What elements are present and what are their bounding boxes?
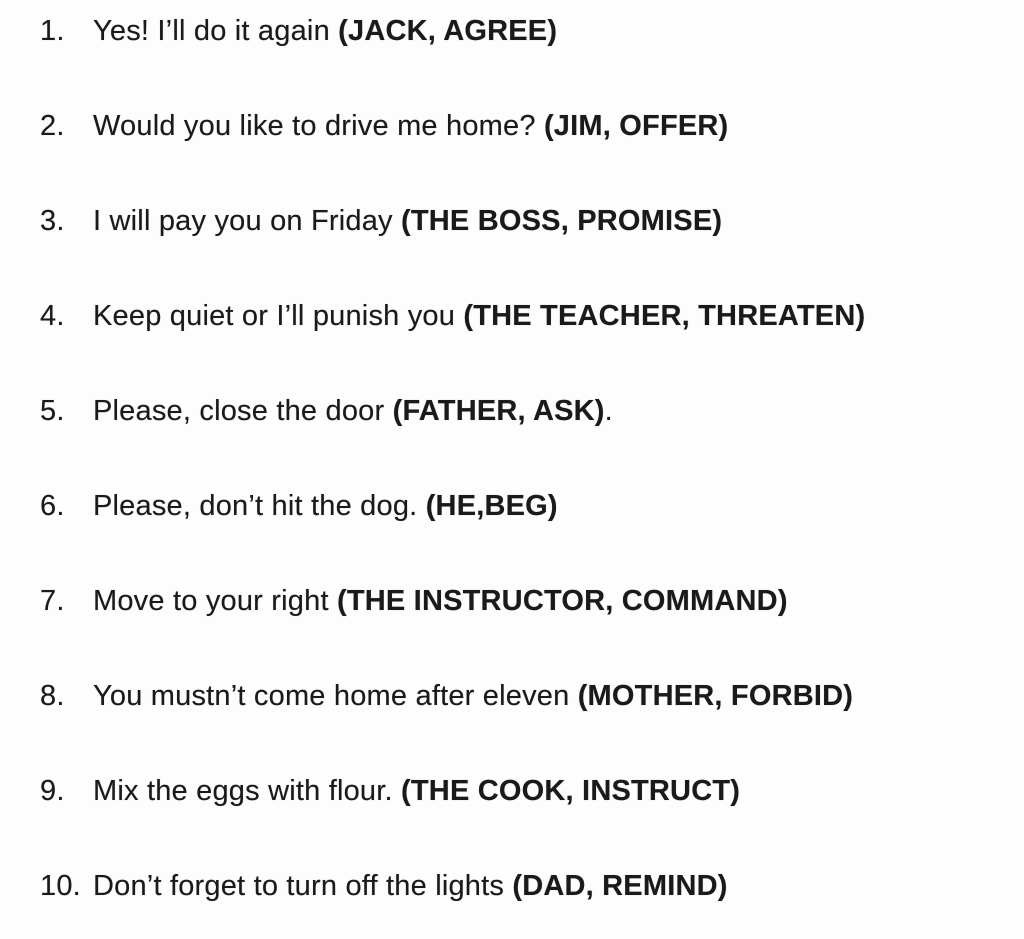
item-sentence: Mix the eggs with flour. xyxy=(93,775,402,807)
item-number: 4. xyxy=(40,300,65,332)
item-content xyxy=(93,204,722,238)
item-number: 5. xyxy=(40,395,65,427)
item-sentence: Please, don’t hit the dog. xyxy=(93,490,426,522)
item-content xyxy=(93,489,558,523)
item-content xyxy=(93,774,740,808)
list-item xyxy=(40,679,1004,713)
item-number: 9. xyxy=(40,775,65,807)
item-sentence: Move to your right xyxy=(93,585,337,617)
list-item xyxy=(40,869,1004,903)
list-item xyxy=(40,204,1004,238)
item-content xyxy=(93,869,728,903)
item-number: 1. xyxy=(40,15,65,47)
item-speech-act: (MOTHER, FORBID) xyxy=(577,680,854,712)
item-speech-act: (THE BOSS, PROMISE) xyxy=(401,205,723,237)
item-speech-act: (THE COOK, INSTRUCT) xyxy=(401,775,741,807)
item-sentence: Would you like to drive me home? xyxy=(93,110,544,142)
item-suffix: . xyxy=(604,395,613,427)
item-number: 6. xyxy=(40,490,65,522)
item-speech-act: (JIM, OFFER) xyxy=(543,110,729,142)
item-number: 10. xyxy=(40,870,81,902)
item-sentence: Please, close the door xyxy=(93,395,393,427)
item-content xyxy=(93,299,865,333)
item-speech-act: (JACK, AGREE) xyxy=(338,15,558,47)
item-sentence: Keep quiet or I’ll punish you xyxy=(93,300,464,332)
item-speech-act: (FATHER, ASK) xyxy=(392,395,605,427)
item-sentence: You mustn’t come home after eleven xyxy=(93,680,578,712)
item-speech-act: (THE INSTRUCTOR, COMMAND) xyxy=(336,585,788,617)
item-number: 8. xyxy=(40,680,65,712)
item-content xyxy=(93,584,788,618)
item-sentence: Don’t forget to turn off the lights xyxy=(93,870,513,902)
item-speech-act: (HE,BEG) xyxy=(425,490,558,522)
item-number: 2. xyxy=(40,110,65,142)
list-item xyxy=(40,489,1004,523)
item-content xyxy=(93,394,613,428)
list-item xyxy=(40,109,1004,143)
item-content xyxy=(93,14,557,48)
item-sentence: Yes! I’ll do it again xyxy=(93,15,339,47)
list-item xyxy=(40,14,1004,48)
item-speech-act: (THE TEACHER, THREATEN) xyxy=(463,300,866,332)
list-item xyxy=(40,774,1004,808)
list-item xyxy=(40,584,1004,618)
item-content xyxy=(93,109,728,143)
item-number: 7. xyxy=(40,585,65,617)
item-content xyxy=(93,679,853,713)
item-speech-act: (DAD, REMIND) xyxy=(512,870,728,902)
list-item xyxy=(40,299,1004,333)
item-number: 3. xyxy=(40,205,65,237)
list-item xyxy=(40,394,1004,428)
sentence-list xyxy=(40,14,1004,903)
item-sentence: I will pay you on Friday xyxy=(93,205,402,237)
